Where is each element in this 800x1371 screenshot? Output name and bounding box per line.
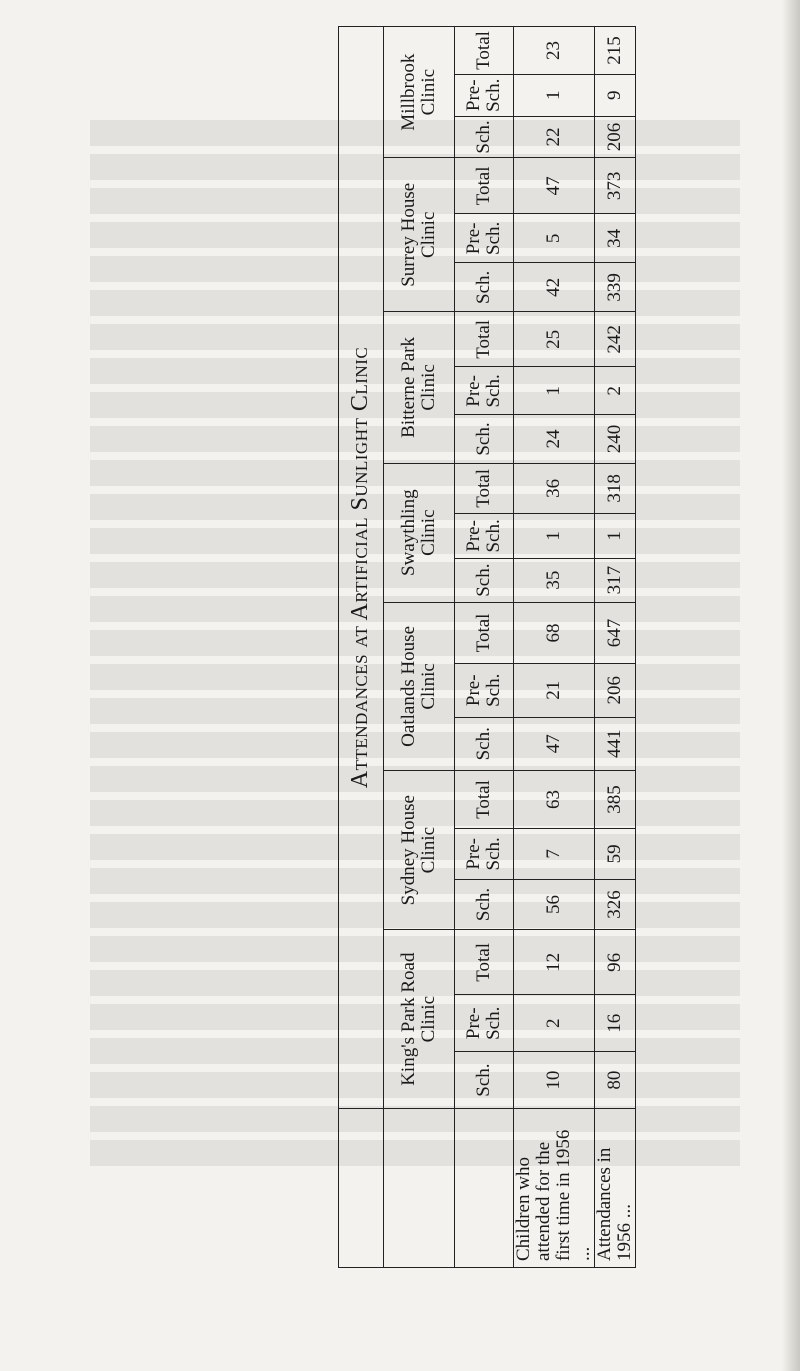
column-label-sch: Sch. xyxy=(455,263,514,312)
column-label-presch: Pre- Sch. xyxy=(455,995,514,1052)
table-cell: 47 xyxy=(514,717,595,770)
table-cell: 647 xyxy=(594,602,635,663)
clinic-name: King's Park Road Clinic xyxy=(384,930,455,1109)
table-cell: 240 xyxy=(594,415,635,463)
table-cell: 25 xyxy=(514,312,595,367)
rotated-table xyxy=(338,26,635,1268)
table-cell: 317 xyxy=(594,558,635,602)
column-label-total: Total xyxy=(455,930,514,995)
column-label-total: Total xyxy=(455,771,514,829)
table-cell: 339 xyxy=(594,263,635,312)
table-cell: 2 xyxy=(514,995,595,1052)
corner-cell xyxy=(455,1109,514,1268)
table-cell: 34 xyxy=(594,214,635,263)
table-cell: 24 xyxy=(514,415,595,463)
column-label-presch: Pre- Sch. xyxy=(455,214,514,263)
table-cell: 12 xyxy=(514,930,595,995)
table-cell: 23 xyxy=(514,27,595,75)
table-cell: 2 xyxy=(594,367,635,415)
table-cell: 1 xyxy=(514,367,595,415)
table-cell: 68 xyxy=(514,602,595,663)
table-cell: 63 xyxy=(514,771,595,829)
table-cell: 9 xyxy=(594,74,635,116)
table-cell: 96 xyxy=(594,930,635,995)
table-cell: 206 xyxy=(594,664,635,717)
table-cell: 21 xyxy=(514,664,595,717)
column-label-presch: Pre- Sch. xyxy=(455,514,514,558)
clinic-name: Sydney House Clinic xyxy=(384,771,455,930)
table-cell: 1 xyxy=(514,74,595,116)
table-cell: 441 xyxy=(594,717,635,770)
column-label-sch: Sch. xyxy=(455,415,514,463)
column-label-total: Total xyxy=(455,158,514,214)
table-title: Attendances at Artificial Sunlight Clinic xyxy=(339,27,384,1109)
attendance-table xyxy=(338,26,636,1268)
table-cell: 318 xyxy=(594,463,635,514)
column-label-sch: Sch. xyxy=(455,717,514,770)
table-cell: 5 xyxy=(514,214,595,263)
table-cell: 1 xyxy=(514,514,595,558)
table-cell: 80 xyxy=(594,1052,635,1109)
table-cell: 7 xyxy=(514,829,595,880)
column-label-sch: Sch. xyxy=(455,879,514,930)
table-cell: 1 xyxy=(594,514,635,558)
table-cell: 385 xyxy=(594,771,635,829)
column-label-presch: Pre- Sch. xyxy=(455,74,514,116)
table-frame xyxy=(338,26,635,1268)
table-cell: 36 xyxy=(514,463,595,514)
table-cell: 206 xyxy=(594,116,635,158)
table-cell: 35 xyxy=(514,558,595,602)
column-label-total: Total xyxy=(455,27,514,75)
row-label: Children who attended for the first time in 1956 ... xyxy=(514,1109,595,1268)
table-cell: 215 xyxy=(594,27,635,75)
column-label-total: Total xyxy=(455,463,514,514)
column-label-sch: Sch. xyxy=(455,116,514,158)
table-cell: 22 xyxy=(514,116,595,158)
corner-cell xyxy=(339,1109,384,1268)
table-cell: 42 xyxy=(514,263,595,312)
table-cell: 242 xyxy=(594,312,635,367)
table-cell: 373 xyxy=(594,158,635,214)
corner-cell xyxy=(384,1109,455,1268)
column-label-presch: Pre- Sch. xyxy=(455,829,514,880)
clinic-name: Swaythling Clinic xyxy=(384,463,455,602)
clinic-name: Bitterne Park Clinic xyxy=(384,312,455,463)
table-cell: 56 xyxy=(514,879,595,930)
clinic-name: Millbrook Clinic xyxy=(384,27,455,158)
column-label-total: Total xyxy=(455,312,514,367)
column-label-total: Total xyxy=(455,602,514,663)
column-label-sch: Sch. xyxy=(455,1052,514,1109)
column-label-presch: Pre- Sch. xyxy=(455,664,514,717)
column-label-sch: Sch. xyxy=(455,558,514,602)
page-edge xyxy=(782,0,800,1371)
row-label: Attendances in 1956 ... xyxy=(594,1109,635,1268)
table-cell: 59 xyxy=(594,829,635,880)
clinic-name: Oatlands House Clinic xyxy=(384,602,455,770)
clinic-name: Surrey House Clinic xyxy=(384,158,455,312)
table-cell: 16 xyxy=(594,995,635,1052)
table-cell: 47 xyxy=(514,158,595,214)
table-cell: 326 xyxy=(594,879,635,930)
table-cell: 10 xyxy=(514,1052,595,1109)
column-label-presch: Pre- Sch. xyxy=(455,367,514,415)
